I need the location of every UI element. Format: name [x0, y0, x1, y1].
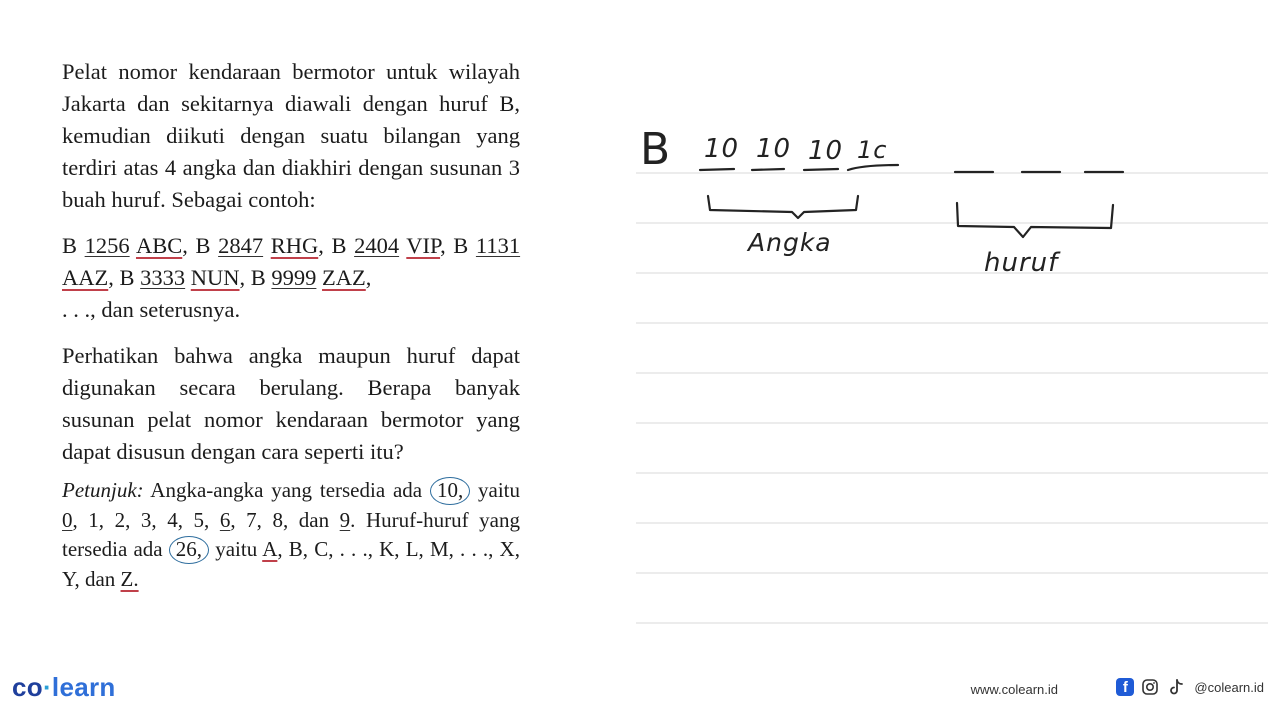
website-link[interactable]: www.colearn.id [970, 682, 1058, 697]
instagram-icon[interactable] [1140, 677, 1160, 697]
tiktok-icon[interactable] [1166, 677, 1186, 697]
example-number: 9999 [271, 265, 317, 290]
problem-intro: Pelat nomor kendaraan bermotor untuk wilayah Jakarta dan sekitarnya diawali dengan huruf B, kemudian diikuti dengan suatu bilangan yang terdiri atas 4 angka dan diakhiri dengan susunan 3 buah huruf. Sebagai contoh: [62, 59, 520, 212]
example-letters: AAZ [62, 265, 109, 290]
handwritten-letter-b: B [640, 124, 672, 175]
example-number: 3333 [140, 265, 186, 290]
example-number: 2847 [218, 233, 264, 258]
example-letters: VIP [406, 233, 441, 258]
slot-digit-3: 10 [808, 136, 844, 166]
label-angka: Angka [748, 228, 832, 257]
slot-digit-2: 10 [756, 134, 792, 164]
footer-bar [0, 660, 1280, 720]
colearn-logo: co·learn [12, 672, 116, 702]
plate-examples: B 1256 ABC, B 2847 RHG, B 2404 VIP, B 1131 AAZ, B 3333 NUN, B 9999 ZAZ, . . ., dan seterusnya. [62, 233, 521, 322]
slot-underlines [700, 165, 1123, 172]
example-letters: NUN [190, 265, 240, 290]
social-links [1116, 677, 1264, 697]
example-number: 1256 [84, 233, 130, 258]
facebook-icon[interactable]: f [1116, 678, 1134, 696]
example-letters: ABC [135, 233, 183, 258]
circled-letter-count: 26, [169, 536, 209, 564]
hint-label: Petunjuk: [62, 478, 144, 502]
label-huruf: huruf [984, 248, 1059, 278]
slot-digit-4: 1c [857, 136, 888, 164]
examples-tail: . . ., dan seterusnya. [62, 297, 241, 322]
brace-letters [957, 203, 1113, 237]
hint: Petunjuk: Angka-angka yang tersedia ada 10, yaitu 0, 1, 2, 3, 4, 5, 6, 7, 8, dan 9. Huruf-huruf yang tersedia ada 26, yaitu A, B, C, . . ., K, L, M, . . ., X, Y, dan Z. [62, 478, 520, 591]
problem-question: Perhatikan bahwa angka maupun huruf dapat digunakan secara berulang. Berapa banyak susunan pelat nomor kendaraan bermotor yang dapat disusun dengan cara seperti itu? [62, 343, 520, 464]
brace-digits [708, 196, 858, 218]
slot-digit-1: 10 [704, 134, 740, 164]
example-letters: RHG [270, 233, 319, 258]
circled-digit-count: 10, [430, 477, 470, 505]
example-number: 1131 [475, 233, 521, 258]
social-handle[interactable]: @colearn.id [1194, 679, 1264, 695]
example-number: 2404 [354, 233, 400, 258]
example-letters: ZAZ [322, 265, 366, 290]
